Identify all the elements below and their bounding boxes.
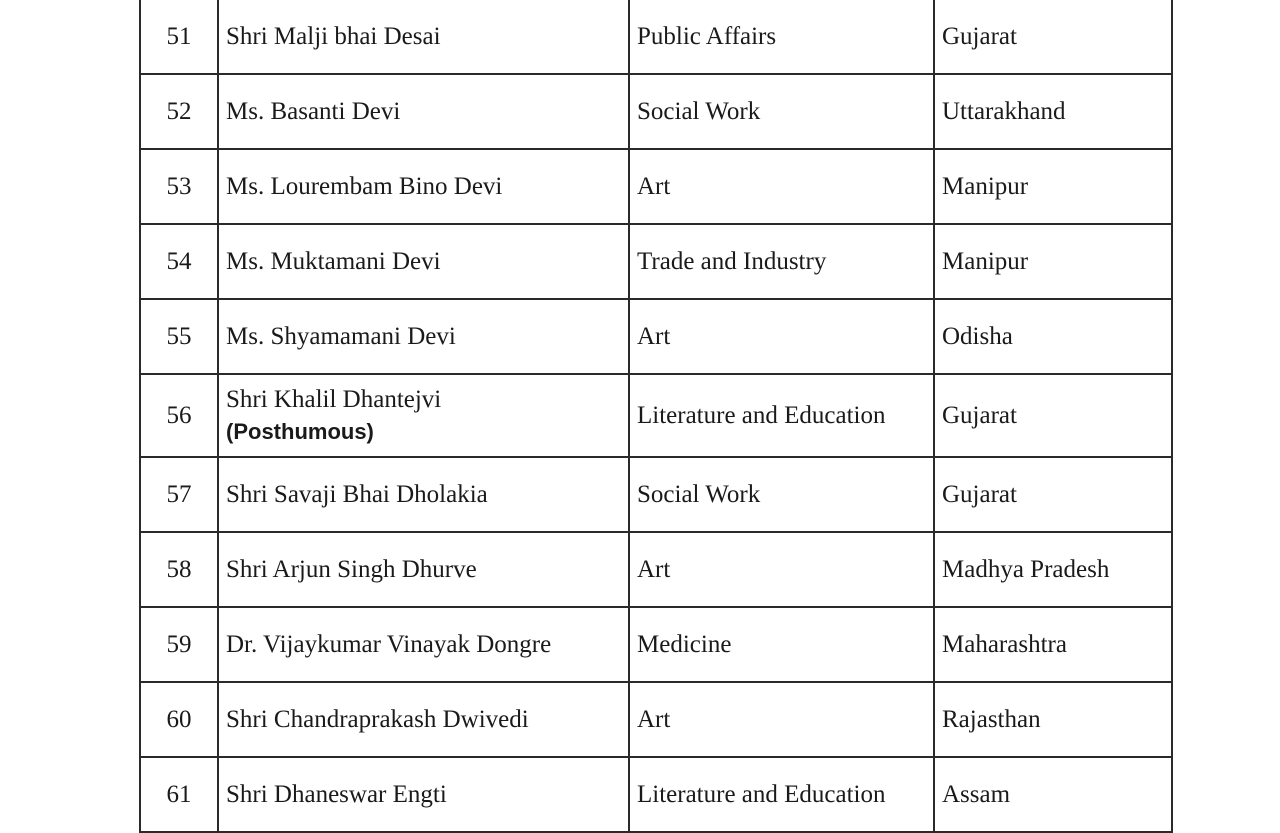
- field-cell: Literature and Education: [629, 374, 934, 457]
- state-cell: Gujarat: [934, 374, 1172, 457]
- awardee-name: Shri Chandraprakash Dwivedi: [226, 705, 529, 733]
- state-cell: Gujarat: [934, 457, 1172, 532]
- state-cell: Uttarakhand: [934, 74, 1172, 149]
- table-row: [140, 74, 1172, 149]
- table-row: [140, 532, 1172, 607]
- serial-number-cell: 57: [140, 457, 218, 532]
- awardee-name: Ms. Shyamamani Devi: [226, 322, 456, 350]
- field-cell: Art: [629, 532, 934, 607]
- table-row: [140, 374, 1172, 457]
- serial-number-cell: 51: [140, 0, 218, 74]
- state-cell: Manipur: [934, 149, 1172, 224]
- field-cell: Social Work: [629, 74, 934, 149]
- field-cell: Art: [629, 299, 934, 374]
- table-body: [140, 0, 1172, 832]
- field-cell: Social Work: [629, 457, 934, 532]
- field-cell: Art: [629, 149, 934, 224]
- field-cell: Art: [629, 682, 934, 757]
- awardee-name-cell: [218, 607, 629, 682]
- field-cell: Literature and Education: [629, 757, 934, 832]
- awardee-name-cell: [218, 682, 629, 757]
- awardee-name-cell: [218, 224, 629, 299]
- serial-number-cell: 58: [140, 532, 218, 607]
- awardee-name: Shri Khalil Dhantejvi: [226, 385, 442, 413]
- state-cell: Manipur: [934, 224, 1172, 299]
- awardee-name: Shri Dhaneswar Engti: [226, 780, 447, 808]
- awardee-name-cell: [218, 74, 629, 149]
- table-row: [140, 224, 1172, 299]
- awardee-name-cell: [218, 374, 629, 457]
- table-row: [140, 457, 1172, 532]
- serial-number-cell: 52: [140, 74, 218, 149]
- table-row: [140, 682, 1172, 757]
- field-cell: Medicine: [629, 607, 934, 682]
- awardee-name: Dr. Vijaykumar Vinayak Dongre: [226, 630, 552, 658]
- awardee-name-cell: [218, 757, 629, 832]
- serial-number-cell: 59: [140, 607, 218, 682]
- state-cell: Rajasthan: [934, 682, 1172, 757]
- serial-number-cell: 53: [140, 149, 218, 224]
- awardee-name: Shri Savaji Bhai Dholakia: [226, 480, 488, 508]
- serial-number-cell: 56: [140, 374, 218, 457]
- state-cell: Maharashtra: [934, 607, 1172, 682]
- awardee-name: Ms. Lourembam Bino Devi: [226, 172, 503, 200]
- awardee-name: Ms. Basanti Devi: [226, 97, 401, 125]
- state-cell: Odisha: [934, 299, 1172, 374]
- table-row: [140, 149, 1172, 224]
- field-cell: Trade and Industry: [629, 224, 934, 299]
- serial-number-cell: 55: [140, 299, 218, 374]
- serial-number-cell: 54: [140, 224, 218, 299]
- awardee-name: Shri Malji bhai Desai: [226, 22, 441, 50]
- awardee-name-cell: [218, 532, 629, 607]
- awards-table: [139, 0, 1173, 833]
- serial-number-cell: 61: [140, 757, 218, 832]
- awardee-name: Ms. Muktamani Devi: [226, 247, 441, 275]
- posthumous-note: (Posthumous): [226, 418, 374, 444]
- state-cell: Gujarat: [934, 0, 1172, 74]
- serial-number-cell: 60: [140, 682, 218, 757]
- awardee-name-cell: [218, 149, 629, 224]
- awardee-name: Shri Arjun Singh Dhurve: [226, 555, 477, 583]
- awardee-name-cell: [218, 0, 629, 74]
- table-row: [140, 0, 1172, 74]
- table-row: [140, 757, 1172, 832]
- awardee-name-cell: [218, 457, 629, 532]
- awardee-name-cell: [218, 299, 629, 374]
- state-cell: Assam: [934, 757, 1172, 832]
- state-cell: Madhya Pradesh: [934, 532, 1172, 607]
- table-row: [140, 607, 1172, 682]
- field-cell: Public Affairs: [629, 0, 934, 74]
- table-row: [140, 299, 1172, 374]
